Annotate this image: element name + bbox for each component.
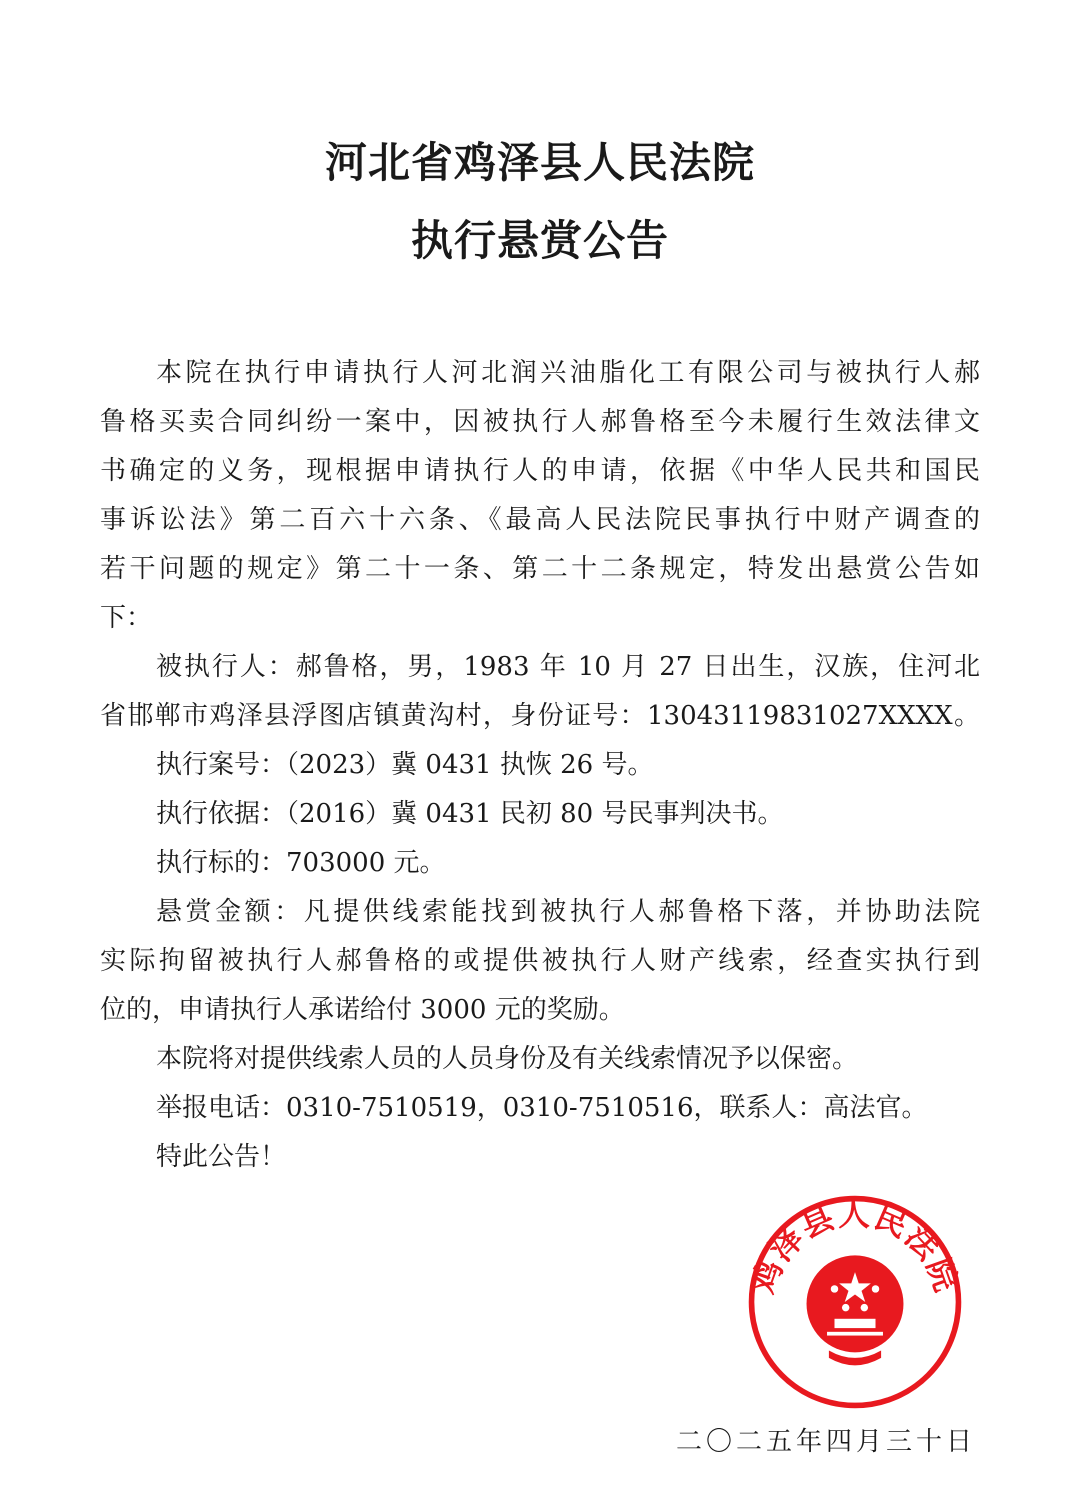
- court-seal-icon: [745, 1192, 965, 1412]
- contact-line: 举报电话：0310-7510519，0310-7510516，联系人：高法官。: [156, 1093, 928, 1123]
- reward-line: 悬赏金额：凡提供线索能找到被执行人郝鲁格下落，并协助法院: [156, 897, 980, 927]
- case-number: 执行案号：（2023）冀 0431 执恢 26 号。: [156, 750, 654, 780]
- body-line: 鲁格买卖合同纠纷一案中，因被执行人郝鲁格至今未履行生效法律文: [100, 407, 980, 437]
- body-line: 若干问题的规定》第二十一条、第二十二条规定，特发出悬赏公告如: [100, 554, 980, 584]
- closing-line: 特此公告！: [156, 1142, 287, 1172]
- respondent-line: 省邯郸市鸡泽县浮图店镇黄沟村，身份证号：13043119831027XXXX。: [100, 701, 980, 731]
- notice-title: 执行悬赏公告: [410, 216, 669, 265]
- court-name: 河北省鸡泽县人民法院: [324, 138, 755, 187]
- confidentiality-line: 本院将对提供线索人员的人员身份及有关线索情况予以保密。: [156, 1044, 859, 1074]
- seal-lettering: 鸡泽县人民法院: [745, 1196, 965, 1298]
- execution-amount: 执行标的：703000 元。: [156, 848, 446, 878]
- reward-line: 实际拘留被执行人郝鲁格的或提供被执行人财产线索，经查实执行到: [100, 946, 980, 976]
- body-line: 事诉讼法》第二百六十六条、《最高人民法院民事执行中财产调查的: [100, 505, 980, 535]
- respondent-line: 被执行人：郝鲁格，男，1983 年 10 月 27 日出生，汉族，住河北: [156, 652, 980, 682]
- issue-date: 二〇二五年四月三十日: [675, 1427, 976, 1457]
- notice-body: [100, 349, 980, 1182]
- body-line: 书确定的义务，现根据申请执行人的申请，依据《中华人民共和国民: [100, 456, 980, 486]
- body-line: 下：: [100, 603, 153, 633]
- body-line: 本院在执行申请执行人河北润兴油脂化工有限公司与被执行人郝: [156, 358, 980, 388]
- reward-line: 位的，申请执行人承诺给付 3000 元的奖励。: [100, 995, 625, 1025]
- execution-basis: 执行依据：（2016）冀 0431 民初 80 号民事判决书。: [156, 799, 784, 829]
